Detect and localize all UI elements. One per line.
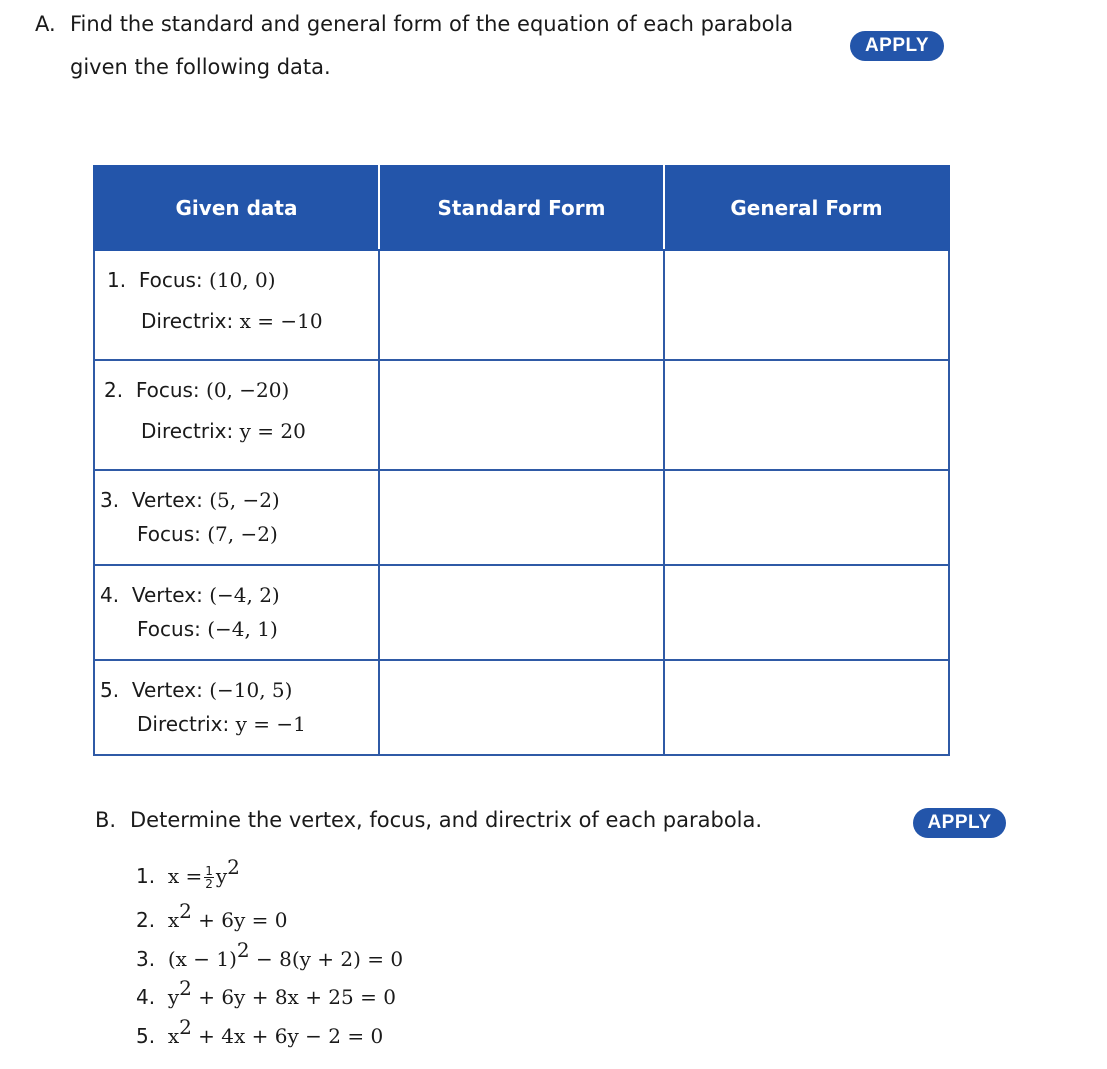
section-a-apply-badge: APPLY: [850, 31, 944, 61]
given-label: Directrix:: [137, 712, 230, 736]
table-row: [94, 250, 949, 360]
equation-term: x: [167, 1024, 180, 1048]
list-item: [136, 899, 288, 932]
parabola-data-table: [93, 165, 950, 756]
given-data-cell: [94, 360, 379, 470]
given-value: x = −10: [239, 309, 323, 333]
given-label: Focus:: [137, 522, 201, 546]
general-form-answer-cell[interactable]: [664, 470, 949, 565]
item-number: 5.: [100, 678, 120, 702]
table-row: [94, 660, 949, 755]
exponent: 2: [236, 938, 250, 962]
equation-lhs: x =: [167, 864, 203, 888]
item-number: 4.: [100, 583, 120, 607]
given-value: (0, −20): [206, 378, 290, 402]
given-data-cell: [94, 470, 379, 565]
equation-rest: + 4x + 6y − 2 = 0: [191, 1024, 384, 1048]
table-header-row: [94, 166, 949, 250]
item-number: 4.: [136, 985, 156, 1009]
standard-form-answer-cell[interactable]: [379, 250, 664, 360]
section-b-instruction: Determine the vertex, focus, and directrix of each parabola.: [130, 808, 763, 832]
given-value: (−4, 1): [207, 617, 278, 641]
general-form-answer-cell[interactable]: [664, 360, 949, 470]
given-label: Directrix:: [141, 419, 234, 443]
given-label: Vertex:: [131, 488, 203, 512]
item-number: 2.: [136, 908, 156, 932]
given-label: Directrix:: [141, 309, 234, 333]
fraction: $\frac{1}{2}$: [205, 864, 213, 891]
given-value: (5, −2): [209, 488, 280, 512]
item-number: 2.: [104, 378, 124, 402]
table-row: [94, 360, 949, 470]
equation-term: (x − 1): [167, 947, 237, 971]
exponent: 2: [179, 899, 192, 923]
item-number: 1.: [136, 864, 156, 888]
general-form-answer-cell[interactable]: [664, 660, 949, 755]
equation-term: y: [167, 985, 180, 1009]
header-given-data: Given data: [94, 166, 379, 250]
given-value: y = 20: [239, 419, 306, 443]
equation-rest: + 6y = 0: [191, 908, 288, 932]
given-data-cell: [94, 660, 379, 755]
section-b-letter: B.: [95, 808, 117, 832]
given-value: (−10, 5): [209, 678, 293, 702]
given-value: (7, −2): [207, 522, 278, 546]
list-item: [136, 855, 240, 891]
standard-form-answer-cell[interactable]: [379, 660, 664, 755]
given-data-cell: [94, 250, 379, 360]
header-standard-form: Standard Form: [379, 166, 664, 250]
section-a-letter: A.: [35, 12, 56, 36]
given-label: Focus:: [138, 268, 203, 292]
standard-form-answer-cell[interactable]: [379, 470, 664, 565]
table-row: [94, 565, 949, 660]
general-form-answer-cell[interactable]: [664, 565, 949, 660]
given-value: (10, 0): [209, 268, 276, 292]
section-a-instruction-line2: given the following data.: [70, 55, 331, 79]
standard-form-answer-cell[interactable]: [379, 565, 664, 660]
item-number: 3.: [136, 947, 156, 971]
section-b-apply-badge: APPLY: [913, 808, 1006, 838]
exponent: 2: [227, 855, 240, 879]
standard-form-answer-cell[interactable]: [379, 360, 664, 470]
given-value: (−4, 2): [209, 583, 280, 607]
given-label: Focus:: [135, 378, 200, 402]
general-form-answer-cell[interactable]: [664, 250, 949, 360]
exponent: 2: [179, 1015, 192, 1039]
given-label: Vertex:: [131, 678, 203, 702]
equation-rest: + 6y + 8x + 25 = 0: [191, 985, 396, 1009]
list-item: [136, 976, 396, 1009]
list-item: [136, 938, 404, 971]
given-data-cell: [94, 565, 379, 660]
given-value: y = −1: [235, 712, 306, 736]
given-label: Focus:: [137, 617, 201, 641]
section-a-instruction-line1: Find the standard and general form of the equation of each parabola: [70, 12, 794, 36]
item-number: 3.: [100, 488, 120, 512]
header-general-form: General Form: [664, 166, 949, 250]
given-label: Vertex:: [131, 583, 203, 607]
item-number: 5.: [136, 1024, 156, 1048]
list-item: [136, 1015, 384, 1048]
equation-rest: − 8(y + 2) = 0: [249, 947, 404, 971]
exponent: 2: [179, 976, 192, 1000]
equation-variable: y: [215, 864, 228, 888]
table-row: [94, 470, 949, 565]
equation-term: x: [167, 908, 180, 932]
item-number: 1.: [107, 268, 127, 292]
